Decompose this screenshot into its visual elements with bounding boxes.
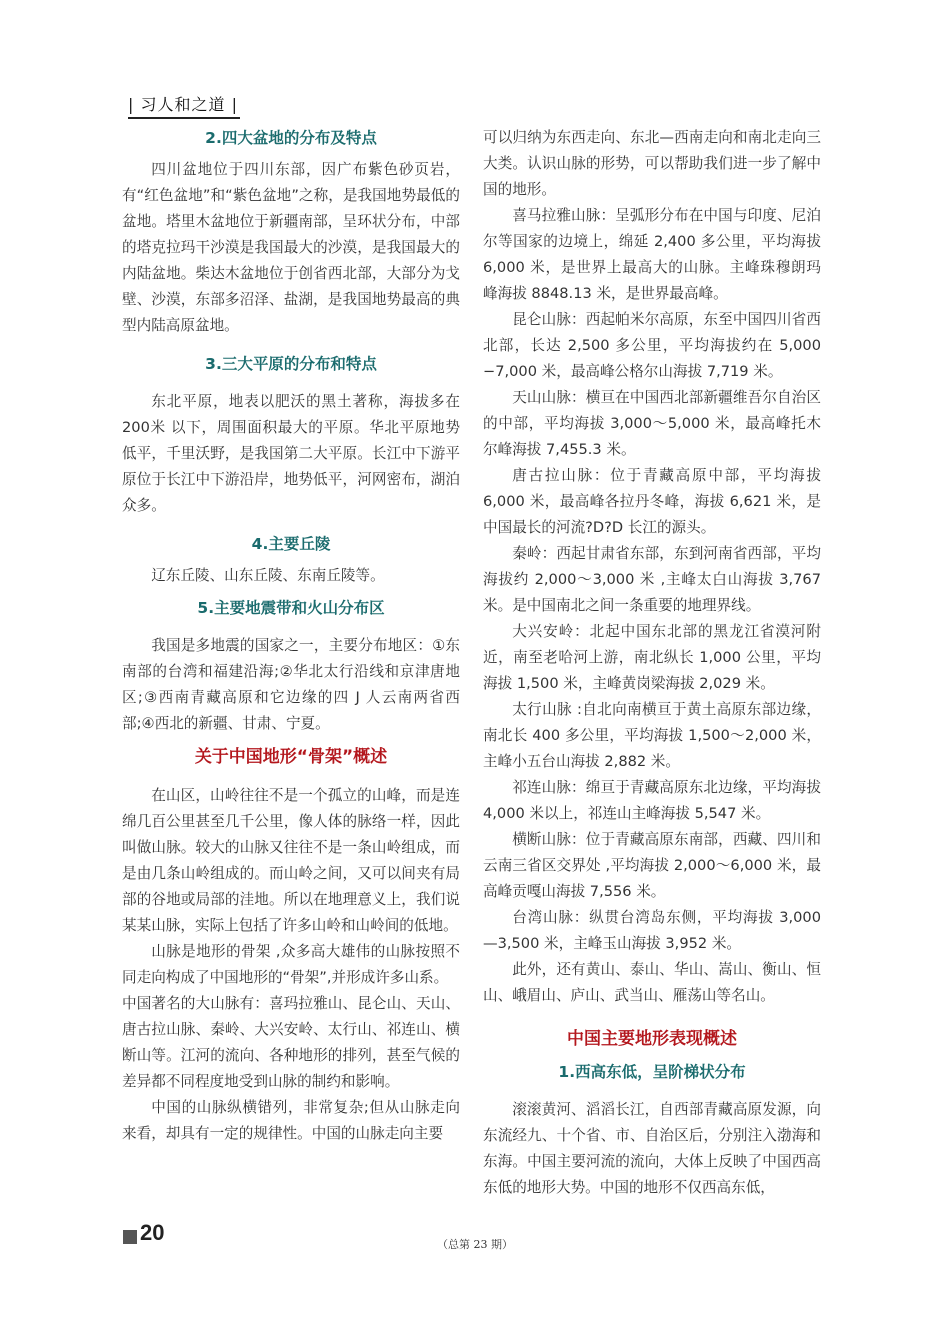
right-column (483, 125, 821, 1201)
issue-number: （总第 23 期） (437, 1238, 513, 1251)
section-heading-plains: 3.三大平原的分布和特点 (205, 355, 377, 373)
paragraph-himalaya: 喜马拉雅山脉：呈弧形分布在中国与印度、尼泊尔等国家的边境上，绵延 2,400 多公里，平均海拔 6,000 米，是世界上最高大的山脉。主峰珠穆朗玛峰海拔 8848.13 米，是世界最高峰。 (483, 207, 821, 302)
section-heading-basins: 2.四大盆地的分布及特点 (205, 129, 377, 147)
section-heading-hills: 4.主要丘陵 (251, 535, 331, 553)
paragraph-qilian: 祁连山脉：绵亘于青藏高原东北边缘，平均海拔 4,000 米以上，祁连山主峰海拔 5,547 米。 (483, 779, 821, 822)
paragraph-skeleton-3: 中国著名的大山脉有：喜玛拉雅山、昆仑山、天山、唐古拉山脉、秦岭、大兴安岭、太行山、祁连山、横断山等。江河的流向、各种地形的排列，甚至气候的差异都不同程度地受到山脉的制约和影响。 (122, 995, 460, 1090)
paragraph-earthquakes: 我国是多地震的国家之一，主要分布地区：①东南部的台湾和福建沿海;②华北太行沿线和京津唐地区;③西南青藏高原和它边缘的四 J 人云南两省西部;④西北的新疆、甘肃、宁夏。 (122, 637, 460, 732)
magazine-header: | 习人和之道 | (128, 95, 238, 114)
paragraph-hengduan: 横断山脉：位于青藏高原东南部，西藏、四川和云南三省区交界处 ,平均海拔 2,000～6,000 米，最高峰贡嘎山海拔 7,556 米。 (483, 831, 821, 900)
paragraph-tianshan: 天山山脉：横亘在中国西北部新疆维吾尔自治区的中部，平均海拔 3,000～5,000 米，最高峰托木尔峰海拔 7,455.3 米。 (483, 389, 821, 458)
header-rule (128, 117, 240, 119)
paragraph-taiwan: 台湾山脉：纵贯台湾岛东侧，平均海拔 3,000—3,500 米，主峰玉山海拔 3,952 米。 (483, 909, 821, 952)
paragraph-skeleton-4: 中国的山脉纵横错列，非常复杂;但从山脉走向来看，却具有一定的规律性。中国的山脉走向主要 (122, 1099, 460, 1142)
page-number: 20 (140, 1220, 165, 1245)
section-heading-west-high-east-low: 1.西高东低，呈阶梯状分布 (558, 1063, 746, 1081)
paragraph-plains: 东北平原，地表以肥沃的黑土著称，海拔多在200米 以下，周围面积最大的平原。华北平原地势低平，千里沃野，是我国第二大平原。长江中下游平原位于长江中下游沿岸，地势低平，河网密布，湖泊众多。 (122, 393, 460, 514)
paragraph-taihang: 太行山脉 :自北向南横亘于黄土高原东部边缘，南北长 400 多公里，平均海拔 1,500～2,000 米，主峰小五台山海拔 2,882 米。 (483, 701, 821, 770)
section-heading-skeleton: 关于中国地形“骨架”概述 (194, 747, 388, 767)
paragraph-skeleton-2: 山脉是地形的骨架 ,众多高大雄伟的山脉按照不同走向构成了中国地形的“骨架”,并形成许多山系。 (122, 943, 460, 986)
section-heading-landforms: 中国主要地形表现概述 (567, 1029, 737, 1049)
paragraph-daxinganling: 大兴安岭：北起中国东北部的黑龙江省漠河附近，南至老哈河上游，南北纵长 1,000 公里，平均海拔 1,500 米，主峰黄岗梁海拔 2,029 米。 (483, 623, 821, 692)
left-column (122, 125, 460, 1147)
paragraph-west-high-east-low: 滚滚黄河、滔滔长江，自西部青藏高原发源，向东流经九、十个省、市、自治区后，分别注入渤海和东海。中国主要河流的流向，大体上反映了中国西高东低的地形大势。中国的地形不仅西高东低， (483, 1101, 821, 1196)
paragraph-kunlun: 昆仑山脉：西起帕米尔高原，东至中国四川省西北部，长达 2,500 多公里，平均海拔约在 5,000 −7,000 米，最高峰公格尔山海拔 7,719 米。 (483, 311, 821, 380)
paragraph-qinling: 秦岭：西起甘肃省东部，东到河南省西部，平均海拔约 2,000～3,000 米 ,主峰太白山海拔 3,767 米。是中国南北之间一条重要的地理界线。 (483, 545, 821, 614)
paragraph-tanggula: 唐古拉山脉：位于青藏高原中部，平均海拔 6,000 米，最高峰各拉丹冬峰，海拔 6,621 米，是中国最长的河流?D?D 长江的源头。 (483, 467, 821, 536)
paragraph-other-mountains: 此外，还有黄山、泰山、华山、嵩山、衡山、恒山、峨眉山、庐山、武当山、雁荡山等名山。 (483, 961, 821, 1004)
section-heading-earthquakes: 5.主要地震带和火山分布区 (197, 599, 385, 617)
paragraph-hills: 辽东丘陵、山东丘陵、东南丘陵等。 (151, 567, 385, 584)
paragraph-skeleton-1: 在山区，山岭往往不是一个孤立的山峰，而是连绵几百公里甚至几千公里，像人体的脉络一样，因此叫做山脉。较大的山脉又往往不是一条山岭组成，而是由几条山岭组成的。而山岭之间，又可以间夹有局部的谷地或局部的洼地。所以在地理意义上，我们说某某山脉，实际上包括了许多山岭和山岭间的低地。 (122, 787, 460, 934)
paragraph-continued: 可以归纳为东西走向、东北—西南走向和南北走向三大类。认识山脉的形势，可以帮助我们进一步了解中国的地形。 (483, 129, 821, 198)
paragraph-basins: 四川盆地位于四川东部，因广布紫色砂页岩，有“红色盆地”和“紫色盆地”之称，是我国地势最低的盆地。塔里木盆地位于新疆南部，呈环状分布，中部的塔克拉玛干沙漠是我国最大的沙漠，是我国最大的内陆盆地。柴达木盆地位于创省西北部，大部分为戈壁、沙漠，东部多沼泽、盐湖，是我国地势最高的典型内陆高原盆地。 (122, 161, 460, 334)
